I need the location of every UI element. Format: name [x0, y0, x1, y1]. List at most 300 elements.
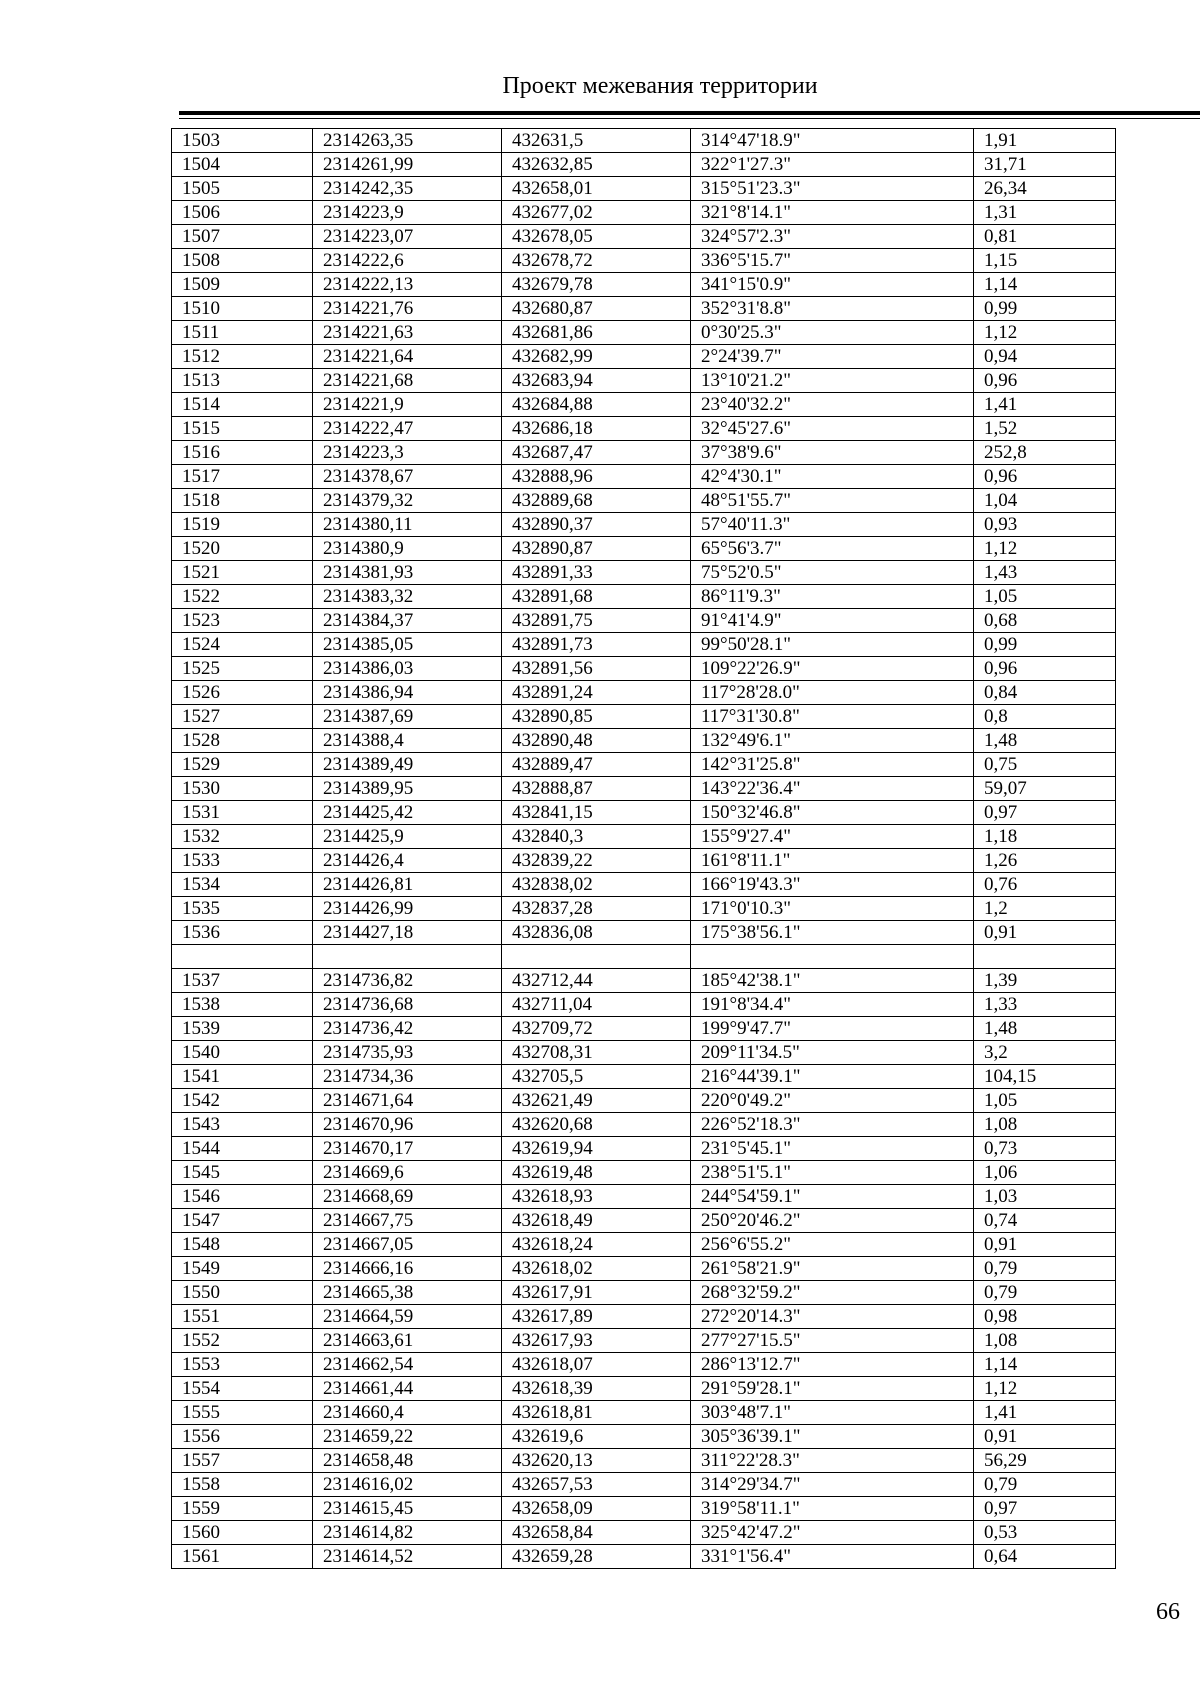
x-coordinate-cell: 2314221,63 [313, 321, 502, 345]
y-coordinate-cell: 432679,78 [502, 273, 691, 297]
table-row [172, 225, 1116, 249]
direction-angle-cell: 37°38'9.6" [691, 441, 974, 465]
y-coordinate-cell: 432620,13 [502, 1449, 691, 1473]
page-number: 66 [1156, 1599, 1180, 1625]
x-coordinate-cell: 2314261,99 [313, 153, 502, 177]
y-coordinate-cell: 432889,47 [502, 753, 691, 777]
y-coordinate-cell: 432620,68 [502, 1113, 691, 1137]
x-coordinate-cell: 2314671,64 [313, 1089, 502, 1113]
point-number-cell: 1544 [172, 1137, 313, 1161]
table-row [172, 417, 1116, 441]
table-row [172, 1353, 1116, 1377]
x-coordinate-cell: 2314223,07 [313, 225, 502, 249]
direction-angle-cell: 325°42'47.2" [691, 1521, 974, 1545]
x-coordinate-cell: 2314736,42 [313, 1017, 502, 1041]
x-coordinate-cell: 2314389,95 [313, 777, 502, 801]
y-coordinate-cell: 432705,5 [502, 1065, 691, 1089]
direction-angle-cell: 143°22'36.4" [691, 777, 974, 801]
distance-cell: 252,8 [974, 441, 1116, 465]
direction-angle-cell: 311°22'28.3" [691, 1449, 974, 1473]
x-coordinate-cell: 2314378,67 [313, 465, 502, 489]
direction-angle-cell: 155°9'27.4" [691, 825, 974, 849]
table-row [172, 969, 1116, 993]
distance-cell: 0,64 [974, 1545, 1116, 1569]
point-number-cell: 1560 [172, 1521, 313, 1545]
direction-angle-cell: 352°31'8.8" [691, 297, 974, 321]
x-coordinate-cell: 2314263,35 [313, 129, 502, 153]
y-coordinate-cell: 432888,96 [502, 465, 691, 489]
y-coordinate-cell: 432890,87 [502, 537, 691, 561]
header-rule-thin [179, 118, 1200, 119]
point-number-cell: 1546 [172, 1185, 313, 1209]
point-number-cell: 1521 [172, 561, 313, 585]
point-number-cell: 1547 [172, 1209, 313, 1233]
x-coordinate-cell: 2314388,4 [313, 729, 502, 753]
y-coordinate-cell: 432709,72 [502, 1017, 691, 1041]
distance-cell: 1,39 [974, 969, 1116, 993]
y-coordinate-cell: 432687,47 [502, 441, 691, 465]
x-coordinate-cell: 2314615,45 [313, 1497, 502, 1521]
point-number-cell: 1505 [172, 177, 313, 201]
x-coordinate-cell: 2314665,38 [313, 1281, 502, 1305]
y-coordinate-cell: 432839,22 [502, 849, 691, 873]
direction-angle-cell: 142°31'25.8" [691, 753, 974, 777]
x-coordinate-cell: 2314658,48 [313, 1449, 502, 1473]
table-row [172, 633, 1116, 657]
y-coordinate-cell: 432631,5 [502, 129, 691, 153]
x-coordinate-cell: 2314614,82 [313, 1521, 502, 1545]
table-row [172, 1329, 1116, 1353]
distance-cell: 1,91 [974, 129, 1116, 153]
y-coordinate-cell: 432837,28 [502, 897, 691, 921]
distance-cell: 56,29 [974, 1449, 1116, 1473]
y-coordinate-cell: 432890,37 [502, 513, 691, 537]
direction-angle-cell: 161°8'11.1" [691, 849, 974, 873]
direction-angle-cell: 175°38'56.1" [691, 921, 974, 945]
point-number-cell: 1516 [172, 441, 313, 465]
table-row [172, 1041, 1116, 1065]
direction-angle-cell: 331°1'56.4" [691, 1545, 974, 1569]
point-number-cell: 1503 [172, 129, 313, 153]
table-row [172, 681, 1116, 705]
table-row [172, 321, 1116, 345]
table-row [172, 705, 1116, 729]
y-coordinate-cell: 432680,87 [502, 297, 691, 321]
distance-cell: 1,12 [974, 321, 1116, 345]
point-number-cell: 1515 [172, 417, 313, 441]
point-number-cell: 1512 [172, 345, 313, 369]
point-number-cell: 1550 [172, 1281, 313, 1305]
y-coordinate-cell: 432891,24 [502, 681, 691, 705]
table-row [172, 1425, 1116, 1449]
distance-cell: 59,07 [974, 777, 1116, 801]
distance-cell: 1,43 [974, 561, 1116, 585]
distance-cell: 104,15 [974, 1065, 1116, 1089]
x-coordinate-cell: 2314666,16 [313, 1257, 502, 1281]
point-number-cell: 1510 [172, 297, 313, 321]
point-number-cell: 1530 [172, 777, 313, 801]
y-coordinate-cell: 432617,91 [502, 1281, 691, 1305]
point-number-cell: 1511 [172, 321, 313, 345]
direction-angle-cell: 0°30'25.3" [691, 321, 974, 345]
point-number-cell: 1558 [172, 1473, 313, 1497]
table-row [172, 177, 1116, 201]
distance-cell: 0,91 [974, 921, 1116, 945]
distance-cell: 1,48 [974, 729, 1116, 753]
x-coordinate-cell: 2314387,69 [313, 705, 502, 729]
x-coordinate-cell: 2314386,03 [313, 657, 502, 681]
table-row [172, 153, 1116, 177]
point-number-cell: 1507 [172, 225, 313, 249]
point-number-cell: 1542 [172, 1089, 313, 1113]
direction-angle-cell: 319°58'11.1" [691, 1497, 974, 1521]
direction-angle-cell: 32°45'27.6" [691, 417, 974, 441]
point-number-cell: 1545 [172, 1161, 313, 1185]
y-coordinate-cell: 432618,49 [502, 1209, 691, 1233]
distance-cell: 0,79 [974, 1281, 1116, 1305]
distance-cell: 0,76 [974, 873, 1116, 897]
distance-cell: 1,14 [974, 273, 1116, 297]
table-row [172, 1497, 1116, 1521]
x-coordinate-cell: 2314659,22 [313, 1425, 502, 1449]
table-row [172, 1521, 1116, 1545]
point-number-cell: 1523 [172, 609, 313, 633]
direction-angle-cell: 48°51'55.7" [691, 489, 974, 513]
x-coordinate-cell: 2314222,13 [313, 273, 502, 297]
distance-cell: 0,97 [974, 801, 1116, 825]
table-row [172, 873, 1116, 897]
distance-cell: 0,96 [974, 657, 1116, 681]
direction-angle-cell: 166°19'43.3" [691, 873, 974, 897]
x-coordinate-cell: 2314661,44 [313, 1377, 502, 1401]
point-number-cell: 1526 [172, 681, 313, 705]
distance-cell: 0,79 [974, 1257, 1116, 1281]
table-row [172, 369, 1116, 393]
table-row [172, 1185, 1116, 1209]
distance-cell [974, 945, 1116, 969]
table-row [172, 1545, 1116, 1569]
direction-angle-cell: 238°51'5.1" [691, 1161, 974, 1185]
x-coordinate-cell: 2314669,6 [313, 1161, 502, 1185]
y-coordinate-cell: 432618,02 [502, 1257, 691, 1281]
y-coordinate-cell: 432617,93 [502, 1329, 691, 1353]
distance-cell: 0,81 [974, 225, 1116, 249]
y-coordinate-cell: 432618,81 [502, 1401, 691, 1425]
x-coordinate-cell: 2314385,05 [313, 633, 502, 657]
distance-cell: 0,73 [974, 1137, 1116, 1161]
direction-angle-cell: 216°44'39.1" [691, 1065, 974, 1089]
point-number-cell: 1509 [172, 273, 313, 297]
x-coordinate-cell: 2314380,11 [313, 513, 502, 537]
direction-angle-cell: 220°0'49.2" [691, 1089, 974, 1113]
table-row [172, 129, 1116, 153]
table-row [172, 297, 1116, 321]
y-coordinate-cell: 432619,48 [502, 1161, 691, 1185]
point-number-cell: 1513 [172, 369, 313, 393]
coordinates-table-body [172, 129, 1116, 1569]
point-number-cell: 1517 [172, 465, 313, 489]
point-number-cell: 1524 [172, 633, 313, 657]
y-coordinate-cell: 432684,88 [502, 393, 691, 417]
direction-angle-cell: 117°28'28.0" [691, 681, 974, 705]
distance-cell: 3,2 [974, 1041, 1116, 1065]
point-number-cell: 1553 [172, 1353, 313, 1377]
y-coordinate-cell: 432657,53 [502, 1473, 691, 1497]
table-row [172, 825, 1116, 849]
x-coordinate-cell: 2314734,36 [313, 1065, 502, 1089]
y-coordinate-cell: 432891,56 [502, 657, 691, 681]
direction-angle-cell: 226°52'18.3" [691, 1113, 974, 1137]
distance-cell: 1,26 [974, 849, 1116, 873]
direction-angle-cell: 341°15'0.9" [691, 273, 974, 297]
y-coordinate-cell: 432677,02 [502, 201, 691, 225]
direction-angle-cell: 117°31'30.8" [691, 705, 974, 729]
direction-angle-cell: 314°47'18.9" [691, 129, 974, 153]
direction-angle-cell: 250°20'46.2" [691, 1209, 974, 1233]
y-coordinate-cell: 432840,3 [502, 825, 691, 849]
y-coordinate-cell: 432678,72 [502, 249, 691, 273]
direction-angle-cell: 322°1'27.3" [691, 153, 974, 177]
point-number-cell: 1520 [172, 537, 313, 561]
x-coordinate-cell: 2314736,68 [313, 993, 502, 1017]
point-number-cell: 1537 [172, 969, 313, 993]
table-row [172, 1209, 1116, 1233]
table-row [172, 1473, 1116, 1497]
point-number-cell: 1549 [172, 1257, 313, 1281]
direction-angle-cell: 303°48'7.1" [691, 1401, 974, 1425]
table-row [172, 1017, 1116, 1041]
x-coordinate-cell: 2314426,99 [313, 897, 502, 921]
x-coordinate-cell: 2314660,4 [313, 1401, 502, 1425]
distance-cell: 1,03 [974, 1185, 1116, 1209]
x-coordinate-cell: 2314427,18 [313, 921, 502, 945]
table-row [172, 441, 1116, 465]
point-number-cell: 1532 [172, 825, 313, 849]
distance-cell: 1,12 [974, 1377, 1116, 1401]
distance-cell: 1,12 [974, 537, 1116, 561]
distance-cell: 0,79 [974, 1473, 1116, 1497]
table-row [172, 945, 1116, 969]
table-row [172, 393, 1116, 417]
point-number-cell: 1539 [172, 1017, 313, 1041]
x-coordinate-cell: 2314662,54 [313, 1353, 502, 1377]
point-number-cell: 1541 [172, 1065, 313, 1089]
direction-angle-cell: 13°10'21.2" [691, 369, 974, 393]
direction-angle-cell: 99°50'28.1" [691, 633, 974, 657]
y-coordinate-cell: 432890,85 [502, 705, 691, 729]
y-coordinate-cell: 432891,33 [502, 561, 691, 585]
y-coordinate-cell: 432889,68 [502, 489, 691, 513]
x-coordinate-cell: 2314616,02 [313, 1473, 502, 1497]
distance-cell: 1,41 [974, 393, 1116, 417]
direction-angle-cell: 272°20'14.3" [691, 1305, 974, 1329]
direction-angle-cell: 23°40'32.2" [691, 393, 974, 417]
table-row [172, 1401, 1116, 1425]
table-row [172, 1065, 1116, 1089]
x-coordinate-cell: 2314223,9 [313, 201, 502, 225]
y-coordinate-cell: 432618,07 [502, 1353, 691, 1377]
distance-cell: 0,94 [974, 345, 1116, 369]
distance-cell: 0,93 [974, 513, 1116, 537]
direction-angle-cell: 65°56'3.7" [691, 537, 974, 561]
point-number-cell: 1522 [172, 585, 313, 609]
point-number-cell: 1556 [172, 1425, 313, 1449]
x-coordinate-cell: 2314221,68 [313, 369, 502, 393]
table-row [172, 897, 1116, 921]
distance-cell: 0,74 [974, 1209, 1116, 1233]
point-number-cell: 1555 [172, 1401, 313, 1425]
y-coordinate-cell: 432841,15 [502, 801, 691, 825]
y-coordinate-cell: 432632,85 [502, 153, 691, 177]
distance-cell: 26,34 [974, 177, 1116, 201]
point-number-cell [172, 945, 313, 969]
point-number-cell: 1504 [172, 153, 313, 177]
table-row [172, 1089, 1116, 1113]
point-number-cell: 1506 [172, 201, 313, 225]
direction-angle-cell: 256°6'55.2" [691, 1233, 974, 1257]
direction-angle-cell: 277°27'15.5" [691, 1329, 974, 1353]
x-coordinate-cell: 2314425,9 [313, 825, 502, 849]
table-row [172, 465, 1116, 489]
x-coordinate-cell: 2314223,3 [313, 441, 502, 465]
direction-angle-cell: 171°0'10.3" [691, 897, 974, 921]
y-coordinate-cell: 432708,31 [502, 1041, 691, 1065]
table-row [172, 921, 1116, 945]
direction-angle-cell: 191°8'34.4" [691, 993, 974, 1017]
direction-angle-cell: 199°9'47.7" [691, 1017, 974, 1041]
table-row [172, 489, 1116, 513]
table-row [172, 585, 1116, 609]
table-row [172, 609, 1116, 633]
table-row [172, 849, 1116, 873]
y-coordinate-cell: 432891,75 [502, 609, 691, 633]
table-row [172, 561, 1116, 585]
y-coordinate-cell: 432686,18 [502, 417, 691, 441]
point-number-cell: 1533 [172, 849, 313, 873]
point-number-cell: 1543 [172, 1113, 313, 1137]
distance-cell: 0,53 [974, 1521, 1116, 1545]
y-coordinate-cell: 432659,28 [502, 1545, 691, 1569]
table-row [172, 1161, 1116, 1185]
direction-angle-cell: 268°32'59.2" [691, 1281, 974, 1305]
direction-angle-cell: 109°22'26.9" [691, 657, 974, 681]
direction-angle-cell: 314°29'34.7" [691, 1473, 974, 1497]
direction-angle-cell: 336°5'15.7" [691, 249, 974, 273]
point-number-cell: 1561 [172, 1545, 313, 1569]
x-coordinate-cell: 2314425,42 [313, 801, 502, 825]
point-number-cell: 1534 [172, 873, 313, 897]
y-coordinate-cell: 432617,89 [502, 1305, 691, 1329]
y-coordinate-cell [502, 945, 691, 969]
x-coordinate-cell: 2314667,05 [313, 1233, 502, 1257]
x-coordinate-cell: 2314242,35 [313, 177, 502, 201]
direction-angle-cell: 209°11'34.5" [691, 1041, 974, 1065]
table-row [172, 513, 1116, 537]
x-coordinate-cell: 2314221,76 [313, 297, 502, 321]
point-number-cell: 1525 [172, 657, 313, 681]
y-coordinate-cell: 432658,09 [502, 1497, 691, 1521]
y-coordinate-cell: 432711,04 [502, 993, 691, 1017]
distance-cell: 1,08 [974, 1113, 1116, 1137]
x-coordinate-cell: 2314663,61 [313, 1329, 502, 1353]
table-row [172, 1449, 1116, 1473]
direction-angle-cell: 286°13'12.7" [691, 1353, 974, 1377]
table-row [172, 201, 1116, 225]
distance-cell: 0,91 [974, 1425, 1116, 1449]
point-number-cell: 1538 [172, 993, 313, 1017]
distance-cell: 1,41 [974, 1401, 1116, 1425]
x-coordinate-cell: 2314389,49 [313, 753, 502, 777]
direction-angle-cell: 2°24'39.7" [691, 345, 974, 369]
table-row [172, 993, 1116, 1017]
direction-angle-cell: 75°52'0.5" [691, 561, 974, 585]
y-coordinate-cell: 432618,93 [502, 1185, 691, 1209]
direction-angle-cell: 244°54'59.1" [691, 1185, 974, 1209]
point-number-cell: 1551 [172, 1305, 313, 1329]
direction-angle-cell: 231°5'45.1" [691, 1137, 974, 1161]
table-row [172, 1377, 1116, 1401]
point-number-cell: 1548 [172, 1233, 313, 1257]
distance-cell: 0,8 [974, 705, 1116, 729]
point-number-cell: 1514 [172, 393, 313, 417]
x-coordinate-cell: 2314664,59 [313, 1305, 502, 1329]
table-row [172, 1305, 1116, 1329]
distance-cell: 1,05 [974, 585, 1116, 609]
direction-angle-cell: 86°11'9.3" [691, 585, 974, 609]
point-number-cell: 1527 [172, 705, 313, 729]
distance-cell: 1,08 [974, 1329, 1116, 1353]
direction-angle-cell: 185°42'38.1" [691, 969, 974, 993]
point-number-cell: 1540 [172, 1041, 313, 1065]
coordinates-table [171, 128, 1116, 1569]
y-coordinate-cell: 432838,02 [502, 873, 691, 897]
distance-cell: 0,99 [974, 633, 1116, 657]
distance-cell: 1,06 [974, 1161, 1116, 1185]
point-number-cell: 1529 [172, 753, 313, 777]
direction-angle-cell: 91°41'4.9" [691, 609, 974, 633]
y-coordinate-cell: 432658,84 [502, 1521, 691, 1545]
distance-cell: 0,96 [974, 369, 1116, 393]
y-coordinate-cell: 432621,49 [502, 1089, 691, 1113]
x-coordinate-cell: 2314667,75 [313, 1209, 502, 1233]
y-coordinate-cell: 432619,94 [502, 1137, 691, 1161]
direction-angle-cell: 261°58'21.9" [691, 1257, 974, 1281]
distance-cell: 0,98 [974, 1305, 1116, 1329]
distance-cell: 0,99 [974, 297, 1116, 321]
distance-cell: 0,68 [974, 609, 1116, 633]
distance-cell: 1,05 [974, 1089, 1116, 1113]
direction-angle-cell: 305°36'39.1" [691, 1425, 974, 1449]
direction-angle-cell: 315°51'23.3" [691, 177, 974, 201]
y-coordinate-cell: 432891,68 [502, 585, 691, 609]
point-number-cell: 1557 [172, 1449, 313, 1473]
x-coordinate-cell: 2314380,9 [313, 537, 502, 561]
direction-angle-cell: 291°59'28.1" [691, 1377, 974, 1401]
point-number-cell: 1528 [172, 729, 313, 753]
point-number-cell: 1536 [172, 921, 313, 945]
point-number-cell: 1518 [172, 489, 313, 513]
table-row [172, 345, 1116, 369]
point-number-cell: 1535 [172, 897, 313, 921]
x-coordinate-cell: 2314426,81 [313, 873, 502, 897]
distance-cell: 1,14 [974, 1353, 1116, 1377]
y-coordinate-cell: 432712,44 [502, 969, 691, 993]
x-coordinate-cell: 2314222,47 [313, 417, 502, 441]
table-row [172, 801, 1116, 825]
x-coordinate-cell [313, 945, 502, 969]
y-coordinate-cell: 432890,48 [502, 729, 691, 753]
x-coordinate-cell: 2314222,6 [313, 249, 502, 273]
